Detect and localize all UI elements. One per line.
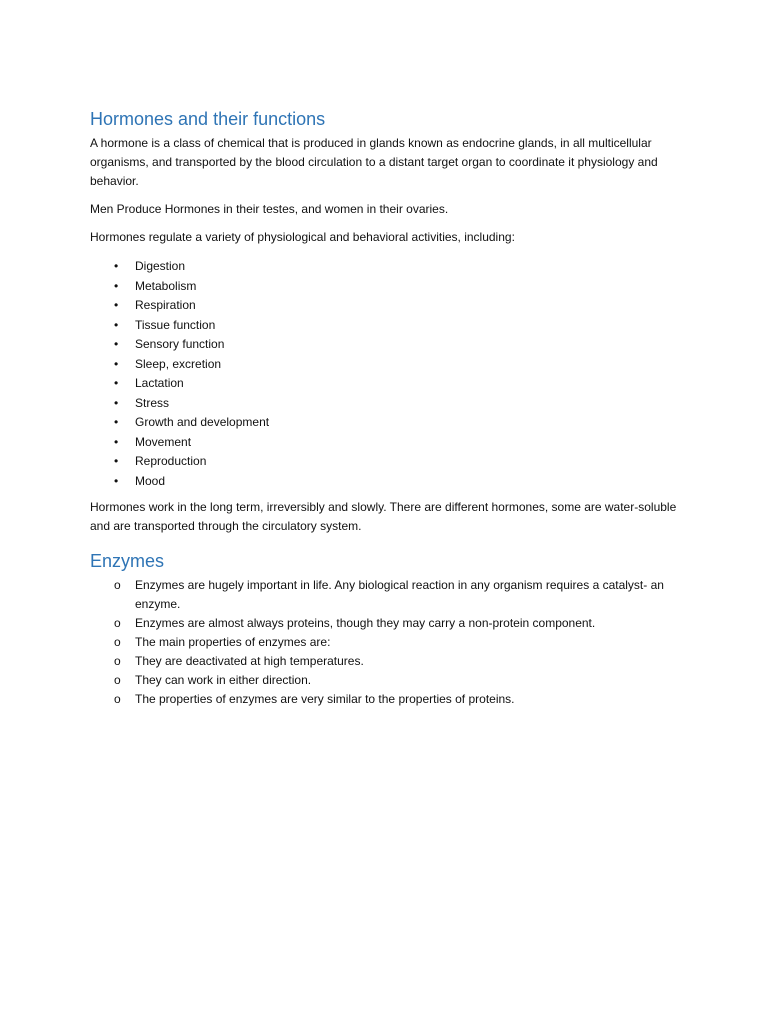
list-item: • Metabolism [90,277,680,297]
list-item: • Growth and development [90,413,680,433]
section-heading-hormones: Hormones and their functions [90,109,326,129]
list-item: o Enzymes are hugely important in life. Any biological reaction in any organism requires a catalyst- an enzyme. [90,576,680,614]
hormone-activities-list [90,257,680,491]
paragraph-hormone-production: Men Produce Hormones in their testes, and women in their ovaries. [90,202,449,216]
section-heading-enzymes: Enzymes [90,551,165,571]
list-item: • Lactation [90,374,680,394]
list-item: • Sleep, excretion [90,355,680,375]
paragraph-hormone-closing: Hormones work in the long term, irreversibly and slowly. There are different hormones, some are water-soluble and are transported through the circulatory system. [90,500,677,533]
list-item: o They can work in either direction. [90,671,680,690]
document-content [90,106,680,709]
list-item: o The properties of enzymes are very similar to the properties of proteins. [90,690,680,709]
list-item: • Tissue function [90,316,680,336]
list-item: o The main properties of enzymes are: [90,633,680,652]
paragraph-hormone-definition: A hormone is a class of chemical that is produced in glands known as endocrine glands, in all multicellular organisms, and transported by the blood circulation to a distant target organ to coordinate it physiology and behavior. [90,136,658,188]
paragraph-hormone-regulation: Hormones regulate a variety of physiological and behavioral activities, including: [90,230,515,244]
list-item: • Stress [90,394,680,414]
list-item: o Enzymes are almost always proteins, though they may carry a non-protein component. [90,614,680,633]
enzymes-list [90,576,680,709]
list-item: • Mood [90,472,680,492]
list-item: • Movement [90,433,680,453]
list-item: • Respiration [90,296,680,316]
list-item: • Sensory function [90,335,680,355]
list-item: • Digestion [90,257,680,277]
list-item: o They are deactivated at high temperatures. [90,652,680,671]
list-item: • Reproduction [90,452,680,472]
